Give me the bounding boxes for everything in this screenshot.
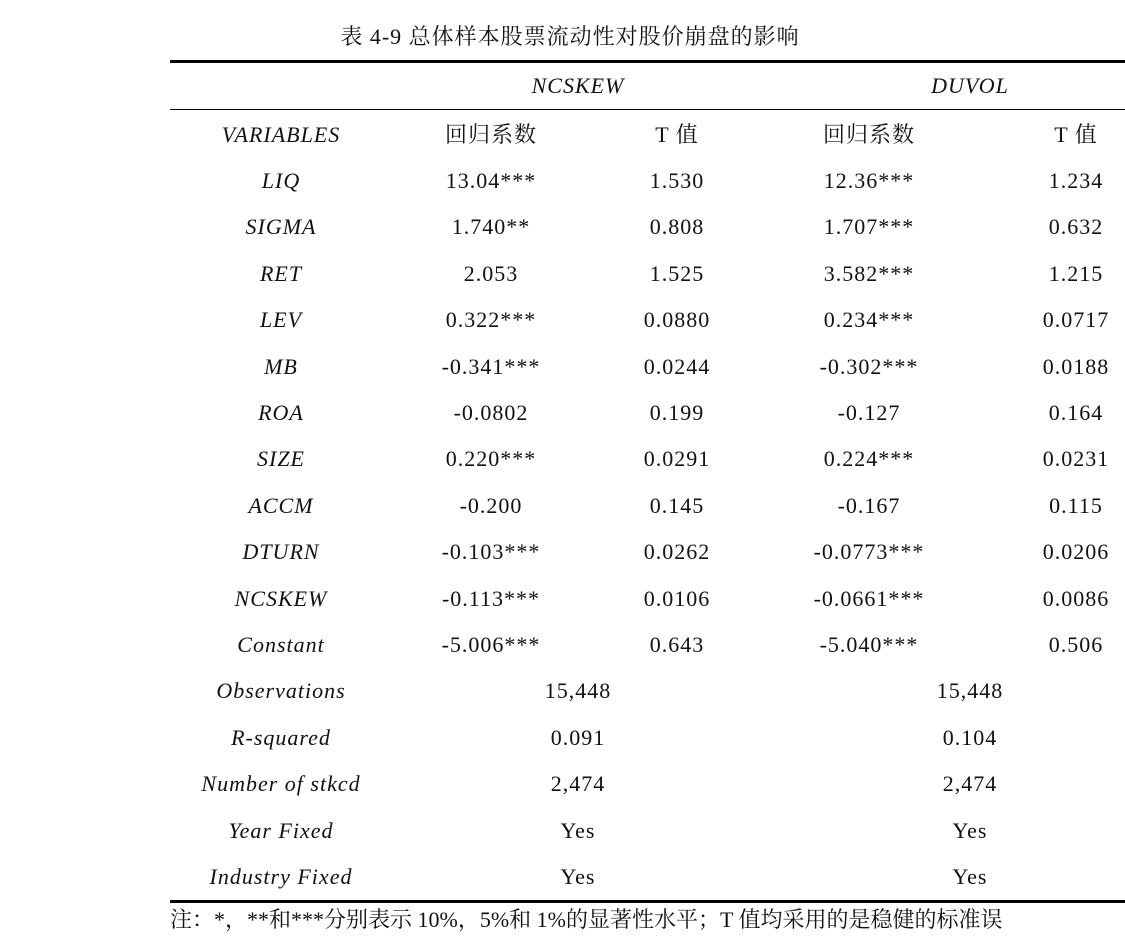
table-cell: -0.167 — [837, 492, 901, 518]
table-cell: -5.006*** — [441, 632, 541, 657]
table-cell: -5.040*** — [819, 632, 919, 657]
table-cell: -0.200 — [459, 492, 523, 518]
table-cell: 0.506 — [1048, 632, 1104, 657]
table-cell: 0.145 — [649, 492, 705, 518]
variables-header: VARIABLES — [221, 122, 341, 147]
variable-name: NCSKEW — [234, 585, 328, 611]
table-cell: 0.643 — [649, 632, 705, 657]
variable-name: LEV — [259, 307, 303, 333]
variable-name: RET — [259, 260, 303, 286]
table-caption: 表 4-9 总体样本股票流动性对股价崩盘的影响 — [340, 24, 800, 49]
group-header: DUVOL — [931, 73, 1009, 98]
stat-label: Industry Fixed — [209, 864, 353, 889]
table-note: 注：*，**和***分别表示 10%，5%和 1%的显著性水平；T 值均采用的是稳健的标准误 — [170, 907, 1003, 932]
column-header: T 值 — [655, 122, 699, 147]
column-header: T 值 — [1054, 122, 1098, 147]
table-cell: -0.127 — [837, 400, 901, 425]
stat-value: Yes — [952, 817, 988, 843]
table-cell: 0.224*** — [823, 446, 915, 472]
table-cell: 0.632 — [1048, 214, 1104, 240]
table-cell: 0.0106 — [643, 585, 711, 611]
table-cell: 0.164 — [1048, 400, 1104, 425]
table-cell: 0.234*** — [823, 307, 915, 333]
variable-name: LIQ — [261, 168, 301, 193]
stat-value: 2,474 — [550, 771, 606, 797]
stat-label: R-squared — [231, 724, 331, 750]
table-cell: 0.0880 — [643, 307, 711, 333]
table-cell: 0.0291 — [643, 446, 711, 472]
table-cell: 13.04*** — [445, 168, 537, 193]
table-cell: 1.707*** — [823, 214, 915, 240]
stat-value: Yes — [952, 864, 988, 889]
variable-name: ROA — [258, 400, 304, 425]
table-cell: 0.0717 — [1042, 307, 1110, 333]
bottom-rule — [170, 900, 1125, 903]
table-cell: 0.115 — [1049, 492, 1103, 518]
variable-name: MB — [264, 353, 298, 379]
stat-value: 15,448 — [936, 678, 1004, 704]
stat-value: 0.104 — [942, 724, 998, 750]
table-cell: 2.053 — [463, 260, 519, 286]
variable-name: SIZE — [257, 446, 305, 472]
table-cell: -0.341*** — [441, 353, 541, 379]
group-header: NCSKEW — [531, 73, 625, 98]
stat-label: Observations — [216, 678, 346, 704]
stat-value: Yes — [560, 864, 596, 889]
table-cell: 1.215 — [1048, 260, 1104, 286]
table-cell: 0.0244 — [643, 353, 711, 379]
table-cell: 1.530 — [649, 168, 705, 193]
stat-label: Number of stkcd — [201, 771, 361, 797]
stat-value: 2,474 — [942, 771, 998, 797]
column-header: 回归系数 — [822, 122, 915, 147]
stat-value: 0.091 — [550, 724, 606, 750]
variable-name: DTURN — [242, 539, 320, 565]
variable-name: SIGMA — [245, 214, 317, 240]
table-cell: 0.0086 — [1042, 585, 1110, 611]
table-cell: 3.582*** — [823, 260, 915, 286]
table-cell: -0.103*** — [441, 539, 541, 565]
table-cell: 0.0231 — [1042, 446, 1110, 472]
table-cell: 0.220*** — [445, 446, 537, 472]
table-cell: -0.302*** — [819, 353, 919, 379]
variable-name: ACCM — [248, 492, 314, 518]
table-cell: 0.199 — [649, 400, 705, 425]
stat-value: Yes — [560, 817, 596, 843]
table-cell: 0.0206 — [1042, 539, 1110, 565]
stat-value: 15,448 — [544, 678, 612, 704]
table-cell: 1.740** — [451, 214, 531, 240]
table-cell: -0.0773*** — [813, 539, 925, 565]
header-rule — [170, 109, 1125, 110]
table-cell: 12.36*** — [823, 168, 915, 193]
table-cell: 0.0262 — [643, 539, 711, 565]
table-cell: 0.322*** — [445, 307, 537, 333]
table-cell: -0.0661*** — [813, 585, 925, 611]
table-cell: 1.525 — [649, 260, 705, 286]
stat-label: Year Fixed — [228, 817, 334, 843]
table-cell: 1.234 — [1048, 168, 1104, 193]
column-header: 回归系数 — [444, 122, 537, 147]
variable-name: Constant — [237, 632, 325, 657]
table-cell: -0.0802 — [453, 400, 529, 425]
table-cell: 0.0188 — [1042, 353, 1110, 379]
table-cell: 0.808 — [649, 214, 705, 240]
table-cell: -0.113*** — [441, 585, 540, 611]
